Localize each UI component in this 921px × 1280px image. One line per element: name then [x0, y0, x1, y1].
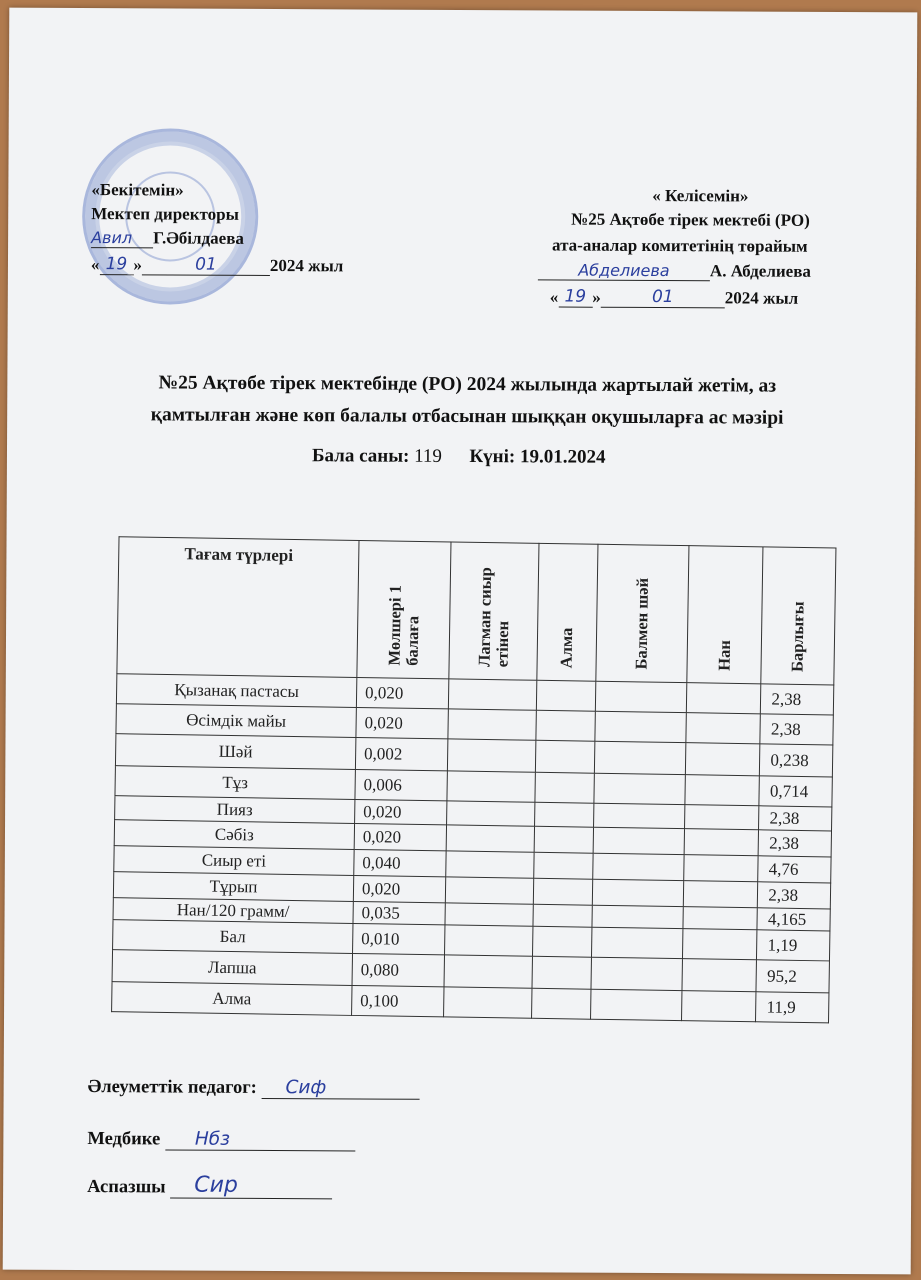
lagman-cell [448, 709, 537, 740]
bread-cell [684, 855, 758, 882]
tea-honey-cell [594, 711, 686, 742]
bread-cell [684, 829, 758, 856]
approval-left-date-line: « 19 » 01 2024 жыл [90, 254, 344, 276]
food-name-cell: Шәй [115, 734, 355, 770]
approval-right-heading: « Келісемін» [652, 186, 749, 206]
apple-cell [534, 878, 593, 905]
qty-per-child-cell: 0,010 [352, 923, 445, 954]
bread-cell [686, 713, 761, 744]
tea-honey-cell [592, 853, 684, 880]
header-lagman: Лагман сиыр етінен [449, 542, 539, 680]
qty-per-child-cell: 0,020 [353, 875, 446, 902]
lagman-cell [447, 801, 535, 826]
total-cell: 2,38 [759, 806, 832, 831]
lagman-cell [447, 771, 536, 802]
header-qty-per-child: Мөлшері 1 балаға [357, 540, 451, 678]
qty-per-child-cell: 0,020 [356, 707, 449, 738]
approval-right-line2: ата-аналар комитетінің төрайым [552, 235, 808, 256]
tea-honey-cell [591, 957, 683, 990]
tea-honey-cell [592, 879, 684, 906]
cook-signature: Сир [170, 1172, 332, 1199]
tea-honey-cell [590, 989, 682, 1020]
date-value: 19.01.2024 [519, 446, 606, 468]
social-pedagogue-signature: Сиф [261, 1077, 419, 1100]
apple-cell [533, 926, 592, 957]
bread-cell [684, 881, 758, 908]
apple-cell [535, 802, 594, 827]
bread-cell [686, 743, 761, 776]
apple-cell [533, 904, 592, 927]
qty-per-child-cell: 0,006 [355, 769, 448, 800]
approval-right-date-line: « 19 » 01 2024 жыл [549, 286, 799, 308]
header-food-types: Тағам түрлері [117, 537, 359, 678]
menu-table [111, 536, 836, 1023]
header-bread: Нан [687, 546, 763, 684]
bread-cell [682, 991, 757, 1022]
total-cell: 11,9 [756, 992, 829, 1023]
document-title-line2: қамтылған және көп балалы отбасынан шыққан оқушыларға ас мәзірі [150, 404, 784, 429]
approval-left-year: 2024 жыл [269, 255, 344, 276]
tea-honey-cell [593, 827, 685, 854]
children-label: Бала саны: [311, 445, 410, 467]
lagman-cell [445, 877, 534, 904]
apple-cell [534, 826, 593, 853]
date-label: Күні: [469, 446, 516, 468]
document-page [3, 8, 918, 1275]
approval-left-name-line [91, 228, 244, 249]
tea-honey-cell [593, 773, 685, 804]
total-cell: 4,165 [757, 908, 830, 931]
total-cell: 2,38 [761, 684, 834, 715]
apple-cell [535, 772, 594, 803]
apple-cell [534, 852, 593, 879]
director-signature: Авил [91, 228, 153, 248]
social-pedagogue-label: Әлеуметтік педагог: [87, 1077, 257, 1098]
total-cell: 95,2 [756, 960, 829, 993]
lagman-cell [444, 955, 533, 988]
nurse-label: Медбике [87, 1129, 161, 1150]
apple-cell [537, 680, 596, 711]
food-name-cell: Сәбіз [114, 820, 354, 850]
committee-name: А. Абделиева [709, 261, 811, 281]
qty-per-child-cell: 0,040 [354, 849, 447, 876]
nurse-line [87, 1128, 355, 1151]
bread-cell [685, 775, 760, 806]
committee-signature: Абделиева [538, 260, 710, 281]
qty-per-child-cell: 0,035 [353, 901, 446, 924]
bread-cell [682, 959, 757, 992]
approval-right-year: 2024 жыл [724, 288, 799, 308]
social-pedagogue-line [88, 1076, 420, 1100]
table-header-row [117, 537, 836, 685]
lagman-cell [446, 851, 535, 878]
food-name-cell: Тұз [115, 766, 355, 800]
bread-cell [683, 929, 758, 960]
food-name-cell: Бал [113, 920, 353, 954]
tea-honey-cell [594, 741, 686, 774]
lagman-cell [445, 903, 533, 926]
lagman-cell [444, 987, 533, 1018]
food-name-cell: Пияз [115, 796, 355, 824]
qty-per-child-cell: 0,020 [354, 823, 447, 850]
total-cell: 0,714 [759, 776, 832, 807]
approval-right-name-line [538, 260, 811, 281]
apple-cell [532, 956, 591, 989]
lagman-cell [448, 739, 537, 772]
total-cell: 0,238 [760, 744, 833, 777]
lagman-cell [449, 679, 538, 710]
header-total: Барлығы [761, 547, 836, 685]
bread-cell [687, 683, 762, 714]
director-name: Г.Әбілдаева [153, 228, 244, 248]
food-name-cell: Нан/120 грамм/ [113, 898, 353, 924]
qty-per-child-cell: 0,100 [351, 985, 444, 1016]
total-cell: 2,38 [758, 830, 831, 857]
lagman-cell [446, 825, 535, 852]
total-cell: 2,38 [760, 714, 833, 745]
children-count: 119 [414, 445, 442, 467]
header-tea-honey: Балмен шәй [595, 544, 689, 682]
approval-left-heading: «Бекітемін» [91, 180, 184, 200]
approval-right-line1: №25 Ақтөбе тірек мектебі (РО) [571, 209, 810, 230]
qty-per-child-cell: 0,020 [356, 677, 449, 708]
approval-right-day: 19 [558, 287, 592, 308]
approval-left-day: 19 [99, 254, 133, 275]
cook-line [87, 1172, 332, 1199]
food-name-cell: Тұрып [113, 872, 353, 902]
qty-per-child-cell: 0,020 [354, 799, 447, 824]
apple-cell [536, 710, 595, 741]
tea-honey-cell [595, 681, 687, 712]
apple-cell [532, 988, 591, 1019]
header-apple: Алма [537, 543, 597, 681]
document-title-line1: №25 Ақтөбе тірек мектебінде (РО) 2024 жылында жартылай жетім, аз [158, 372, 777, 397]
tea-honey-cell [592, 905, 684, 928]
nurse-signature: Нбз [165, 1128, 355, 1151]
qty-per-child-cell: 0,002 [355, 737, 448, 770]
qty-per-child-cell: 0,080 [352, 953, 445, 986]
food-name-cell: Сиыр еті [114, 846, 354, 876]
food-name-cell: Лапша [112, 950, 352, 986]
food-name-cell: Алма [112, 982, 352, 1016]
approval-left-month: 01 [142, 254, 270, 276]
info-line [312, 445, 606, 469]
apple-cell [536, 740, 595, 773]
food-name-cell: Өсімдік майы [116, 704, 356, 738]
approval-left-role: Мектеп директоры [91, 204, 239, 224]
bread-cell [683, 907, 757, 930]
total-cell: 1,19 [757, 930, 830, 961]
tea-honey-cell [591, 927, 683, 958]
food-name-cell: Қызанақ пастасы [116, 674, 356, 708]
total-cell: 4,76 [758, 856, 831, 883]
total-cell: 2,38 [758, 882, 831, 909]
approval-right-month: 01 [601, 287, 725, 309]
tea-honey-cell [593, 803, 685, 828]
cook-label: Аспазшы [87, 1177, 166, 1198]
bread-cell [685, 805, 759, 830]
lagman-cell [445, 925, 534, 956]
